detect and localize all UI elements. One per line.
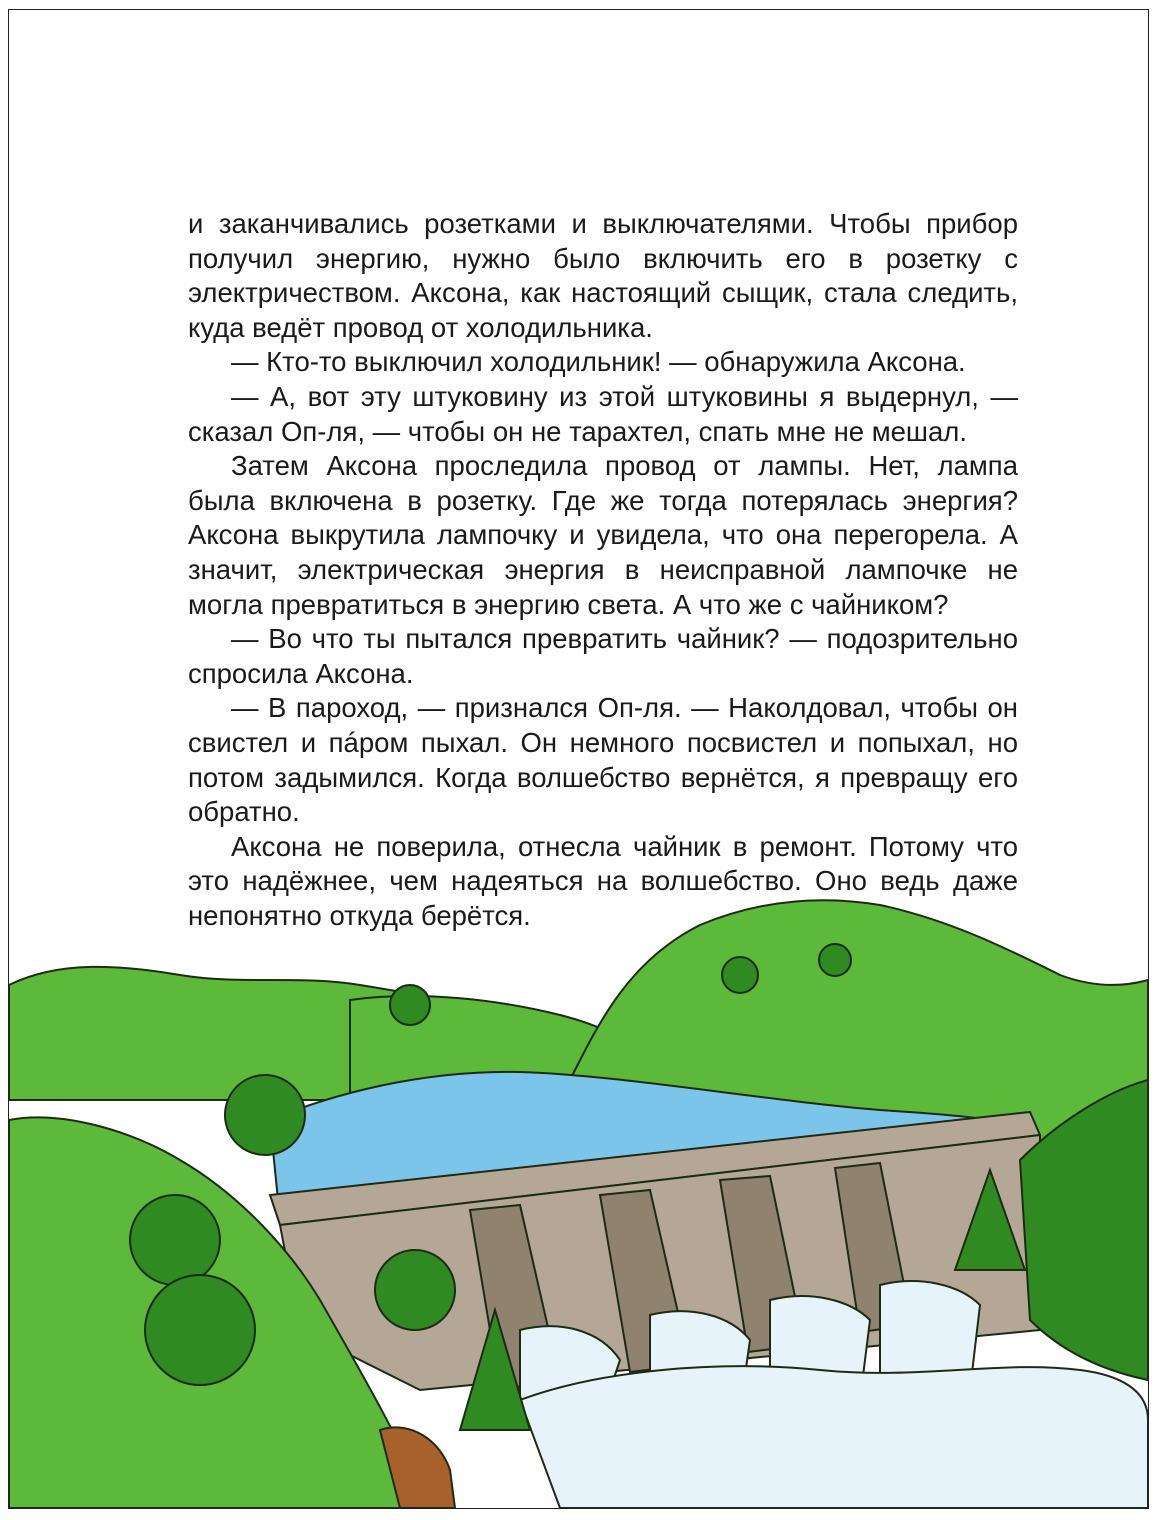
paragraph-2: — Кто-то выключил холодильник! — обнаружила Аксона. (231, 346, 966, 378)
paragraph-6: — В пароход, — признался Оп-ля. — Наколдовал, чтобы он свистел и пáром пыхал. Он немного посвистел и попыхал, но потом задымился. Когда волшебство вернётся, я превращу его обратно. (188, 692, 1018, 828)
paragraph-7: Аксона не поверила, отнесла чайник в ремонт. Потому что это надёжнее, чем надеяться на волшебство. Оно ведь даже непонятно откуда берётся. (188, 830, 1018, 931)
story-text (188, 207, 1018, 933)
book-page (8, 9, 1149, 1509)
paragraph-3: — А, вот эту штуковину из этой штуковины я выдернул, — сказал Оп-ля, — чтобы он не тарахтел, спать мне не мешал. (188, 380, 1018, 447)
paragraph-1: и заканчивались розетками и выключателями. Чтобы прибор получил энергию, нужно было включить его в розетку с электричеством. Аксона, как настоящий сыщик, стала следить, куда ведёт провод от холодильника. (188, 208, 1018, 343)
paragraph-5: — Во что ты пытался превратить чайник? — подозрительно спросила Аксона. (188, 623, 1018, 689)
paragraph-4: Затем Аксона проследила провод от лампы. Нет, лампа была включена в розетку. Где же тогда потерялась энергия? Аксона выкрутила лампочку и увидела, что она перегорела. А значит, электрическая энергия в неисправной лампочке не могла превратиться в энергию света. А что же с чайником? (188, 450, 1018, 620)
